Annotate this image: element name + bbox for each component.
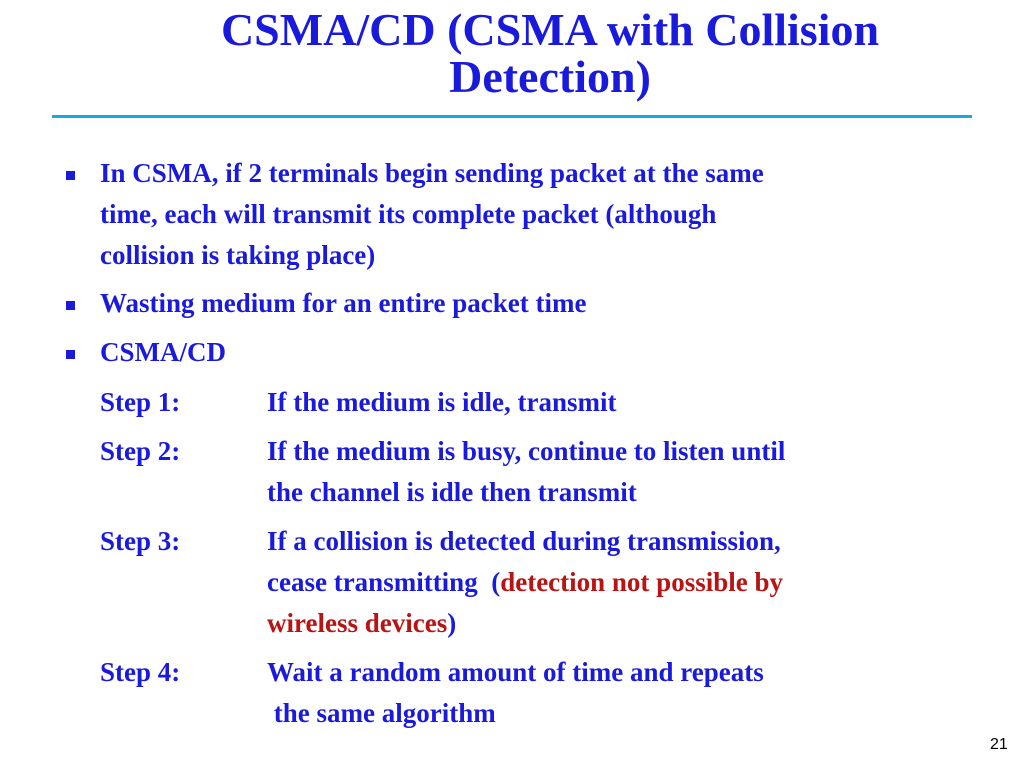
page-number: 21 (990, 736, 1008, 753)
step-4-text (267, 652, 764, 734)
bullet-1-line-3: collision is taking place) (100, 240, 376, 270)
step-4-label: Step 4: (100, 657, 181, 687)
title-line-2: Detection) (449, 51, 651, 102)
step-2-line-1: If the medium is busy, continue to listen until (267, 436, 786, 466)
step-2-line-2: the channel is idle then transmit (267, 477, 637, 507)
step-3-line-2 (267, 562, 783, 603)
step-3-label: Step 3: (100, 526, 181, 556)
title-divider (52, 115, 972, 118)
step-1-label: Step 1: (100, 387, 181, 417)
step-3-line-3 (267, 603, 783, 644)
bullet-item-2 (100, 283, 586, 324)
step-1-text (267, 382, 616, 423)
step-2-label: Step 2: (100, 436, 181, 466)
step-3-text (267, 521, 783, 644)
bullet-marker-2 (66, 301, 75, 310)
step-2-text (267, 431, 785, 513)
bullet-3-line-1: CSMA/CD (100, 337, 226, 367)
step-4-line-2: the same algorithm (267, 698, 496, 728)
step-4-line-1: Wait a random amount of time and repeats (267, 657, 764, 687)
title-line-1: CSMA/CD (CSMA with Collision (220, 4, 880, 55)
bullet-1-line-1: In CSMA, if 2 terminals begin sending packet at the same (100, 158, 764, 188)
step-3-line-1: If a collision is detected during transmission, (267, 526, 781, 556)
step-1-line-1: If the medium is idle, transmit (267, 387, 617, 417)
step-3-highlight-part-1: detection not possible by (500, 567, 783, 597)
slide-title (110, 6, 990, 100)
step-3-line-2-prefix: cease transmitting ( (267, 567, 501, 597)
bullet-marker-1 (66, 171, 75, 180)
step-3-highlight-part-2: wireless devices (267, 608, 448, 638)
step-3-line-3-suffix: ) (447, 608, 457, 638)
bullet-item-3 (100, 332, 226, 373)
bullet-2-line-1: Wasting medium for an entire packet time (100, 288, 587, 318)
bullet-1-line-2: time, each will transmit its complete packet (although (100, 199, 717, 229)
bullet-marker-3 (66, 350, 75, 359)
bullet-item-1 (100, 153, 764, 276)
